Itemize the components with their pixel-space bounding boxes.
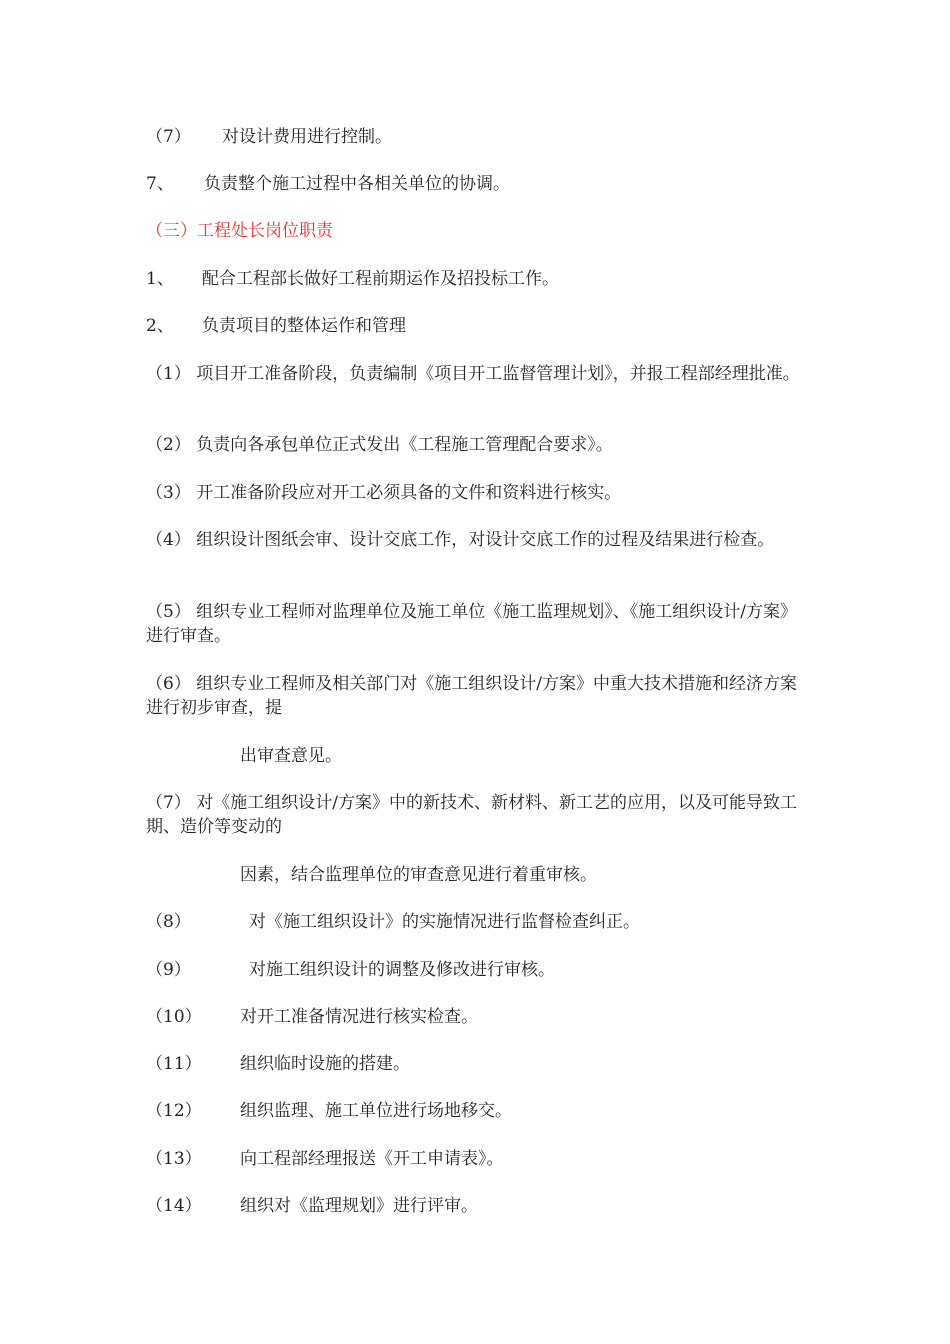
item-sub-8 xyxy=(146,910,810,934)
paragraph-sub-6-continued: 出审查意见。 xyxy=(240,746,342,766)
item-project-management xyxy=(146,314,810,338)
item-number: 2、 xyxy=(146,316,174,336)
item-number: 1、 xyxy=(146,269,174,289)
paragraph-sub-5: （5） 组织专业工程师对监理单位及施工单位《施工监理规划》、《施工组织设计/方案》进行审查。 xyxy=(146,602,797,646)
section-heading: （三）工程处长岗位职责 xyxy=(146,221,333,241)
item-coordination xyxy=(146,172,810,196)
paragraph-sub-4: （4） 组织设计图纸会审、设计交底工作，对设计交底工作的过程及结果进行检查。 xyxy=(146,530,775,550)
item-text: 对开工准备情况进行核实检查。 xyxy=(240,1007,478,1027)
item-sub-10 xyxy=(146,1005,810,1029)
item-number: （7） xyxy=(146,127,191,147)
item-number: （12） xyxy=(146,1101,202,1121)
item-text: 组织临时设施的搭建。 xyxy=(240,1054,410,1074)
item-text: 负责整个施工过程中各相关单位的协调。 xyxy=(204,174,510,194)
item-text: 配合工程部长做好工程前期运作及招投标工作。 xyxy=(202,269,559,289)
paragraph-sub-7-continued: 因素，结合监理单位的审查意见进行着重审核。 xyxy=(240,865,597,885)
item-number: （8） xyxy=(146,912,191,932)
paragraph-sub-1: （1） 项目开工准备阶段，负责编制《项目开工监督管理计划》，并报工程部经理批准。 xyxy=(146,364,800,384)
item-number: （9） xyxy=(146,960,191,980)
paragraph-sub-3: （3） 开工准备阶段应对开工必须具备的文件和资料进行核实。 xyxy=(146,483,622,503)
item-number: （10） xyxy=(146,1007,202,1027)
item-text: 对设计费用进行控制。 xyxy=(222,127,392,147)
item-sub-9 xyxy=(146,958,810,982)
paragraph-sub-7: （7） 对《施工组织设计/方案》中的新技术、新材料、新工艺的应用，以及可能导致工期、造价等变动的 xyxy=(146,793,797,837)
item-text: 向工程部经理报送《开工申请表》。 xyxy=(240,1149,504,1169)
item-text: 对施工组织设计的调整及修改进行审核。 xyxy=(249,960,555,980)
item-text: 负责项目的整体运作和管理 xyxy=(202,316,406,336)
item-number: 7、 xyxy=(146,174,174,194)
item-design-cost-control xyxy=(146,125,810,149)
item-sub-14 xyxy=(146,1194,810,1218)
item-number: （11） xyxy=(146,1054,202,1074)
item-pre-project-work xyxy=(146,267,810,291)
item-sub-12 xyxy=(146,1099,810,1123)
item-text: 对《施工组织设计》的实施情况进行监督检查纠正。 xyxy=(249,912,640,932)
item-number: （13） xyxy=(146,1149,202,1169)
paragraph-sub-6: （6） 组织专业工程师及相关部门对《施工组织设计/方案》中重大技术措施和经济方案进行初步审查，提 xyxy=(146,674,797,718)
item-text: 组织对《监理规划》进行评审。 xyxy=(240,1196,478,1216)
item-text: 组织监理、施工单位进行场地移交。 xyxy=(240,1101,512,1121)
item-number: （14） xyxy=(146,1196,202,1216)
item-sub-11 xyxy=(146,1052,810,1076)
paragraph-sub-2: （2） 负责向各承包单位正式发出《工程施工管理配合要求》。 xyxy=(146,435,613,455)
item-sub-13 xyxy=(146,1147,810,1171)
